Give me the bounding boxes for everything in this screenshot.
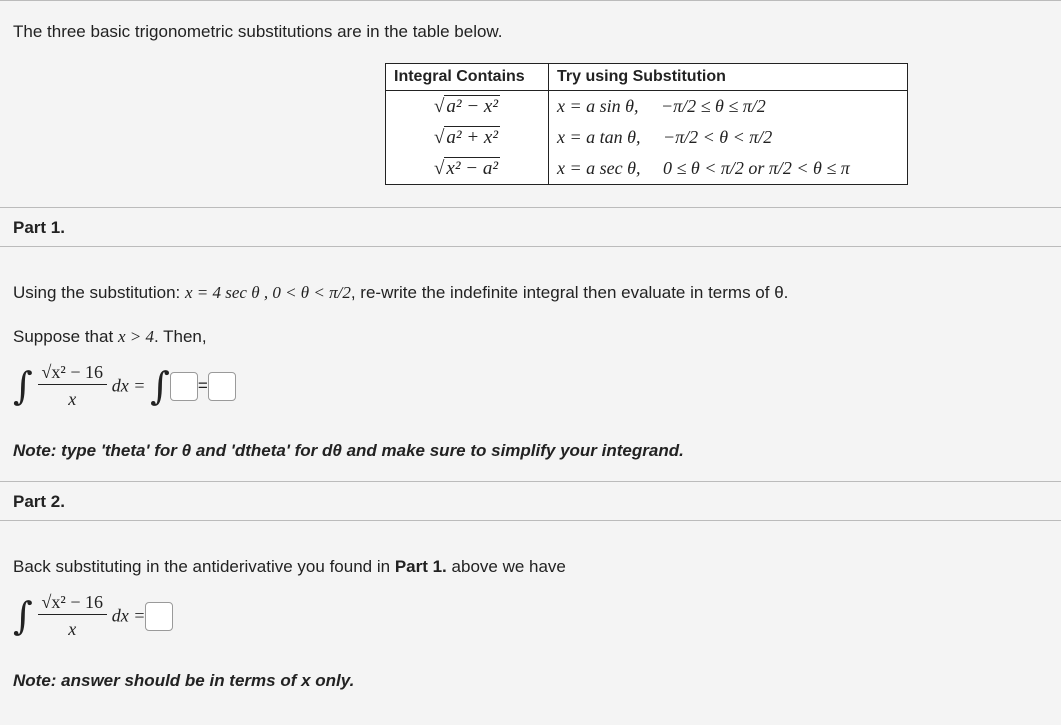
- condition-expression: x > 4: [117, 327, 154, 346]
- integral-sign-icon: ∫: [13, 594, 33, 638]
- radicand: x² − a²: [446, 157, 499, 179]
- intro-text: The three basic trigonometric substitutions are in the table below.: [13, 22, 503, 41]
- part1-equation: ∫ $\frac{\text{√x² − 16}}{x}$ dx = ∫ =: [13, 362, 236, 410]
- top-divider: [0, 0, 1061, 1]
- antiderivative-answer-input[interactable]: [145, 602, 173, 631]
- part2-top-divider: [0, 481, 1061, 482]
- integral-sign-icon: ∫: [13, 364, 33, 408]
- part1-instruction: Using the substitution: x = 4 sec θ , 0 < θ < π/2, re-write the indefinite integral then evaluate in terms of θ.: [13, 283, 789, 302]
- substitution: x = a sec θ,: [557, 158, 641, 178]
- integrand-numerator: √x² − 16: [38, 592, 107, 615]
- integrand-fraction: [38, 592, 107, 640]
- evaluated-answer-input[interactable]: [208, 372, 236, 401]
- table-row: √ a² + x² x = a tan θ, −π/2 < θ < π/2: [386, 122, 908, 153]
- part2-equation: [13, 592, 173, 640]
- part2-bottom-divider: [0, 520, 1061, 521]
- substitution-expression: x = 4 sec θ , 0 < θ < π/2: [185, 283, 351, 302]
- table-row: √ a² − x² x = a sin θ, −π/2 ≤ θ ≤ π/2: [386, 91, 908, 123]
- substitution: x = a tan θ,: [557, 127, 641, 147]
- theta-range: −π/2 ≤ θ ≤ π/2: [660, 96, 766, 116]
- part1-bottom-divider: [0, 246, 1061, 247]
- dx-equals: dx =: [111, 605, 146, 626]
- part2-note: Note: answer should be in terms of x only.: [13, 671, 355, 690]
- part1-suppose: Suppose that x > 4. Then,: [13, 327, 207, 346]
- integrand-fraction: [38, 362, 107, 410]
- integral-sign-icon: ∫: [150, 364, 170, 408]
- part1-note: Note: type 'theta' for θ and 'dtheta' for dθ and make sure to simplify your integrand.: [13, 441, 684, 460]
- substitution: x = a sin θ,: [557, 96, 639, 116]
- integrand-denominator: x: [68, 619, 77, 639]
- part2-label: Part 2.: [13, 492, 65, 511]
- integrand-numerator: √x² − 16: [38, 362, 107, 385]
- integrand-answer-input[interactable]: [170, 372, 198, 401]
- radicand: a² + x²: [446, 126, 499, 148]
- table-row: √ x² − a² x = a sec θ, 0 ≤ θ < π/2 or π/2 < θ ≤ π: [386, 153, 908, 185]
- substitution-table: [385, 63, 908, 185]
- table-header-integral: Integral Contains: [386, 64, 549, 91]
- part1-label: Part 1.: [13, 218, 65, 237]
- integrand-denominator: x: [68, 389, 77, 409]
- table-header-substitution: Try using Substitution: [549, 64, 908, 91]
- part1-top-divider: [0, 207, 1061, 208]
- part2-text: Back substituting in the antiderivative you found in Part 1. above we have: [13, 557, 566, 576]
- theta-range: 0 ≤ θ < π/2 or π/2 < θ ≤ π: [662, 158, 850, 178]
- dx-equals: dx =: [111, 375, 146, 396]
- theta-range: −π/2 < θ < π/2: [662, 127, 773, 147]
- radicand: a² − x²: [446, 95, 499, 117]
